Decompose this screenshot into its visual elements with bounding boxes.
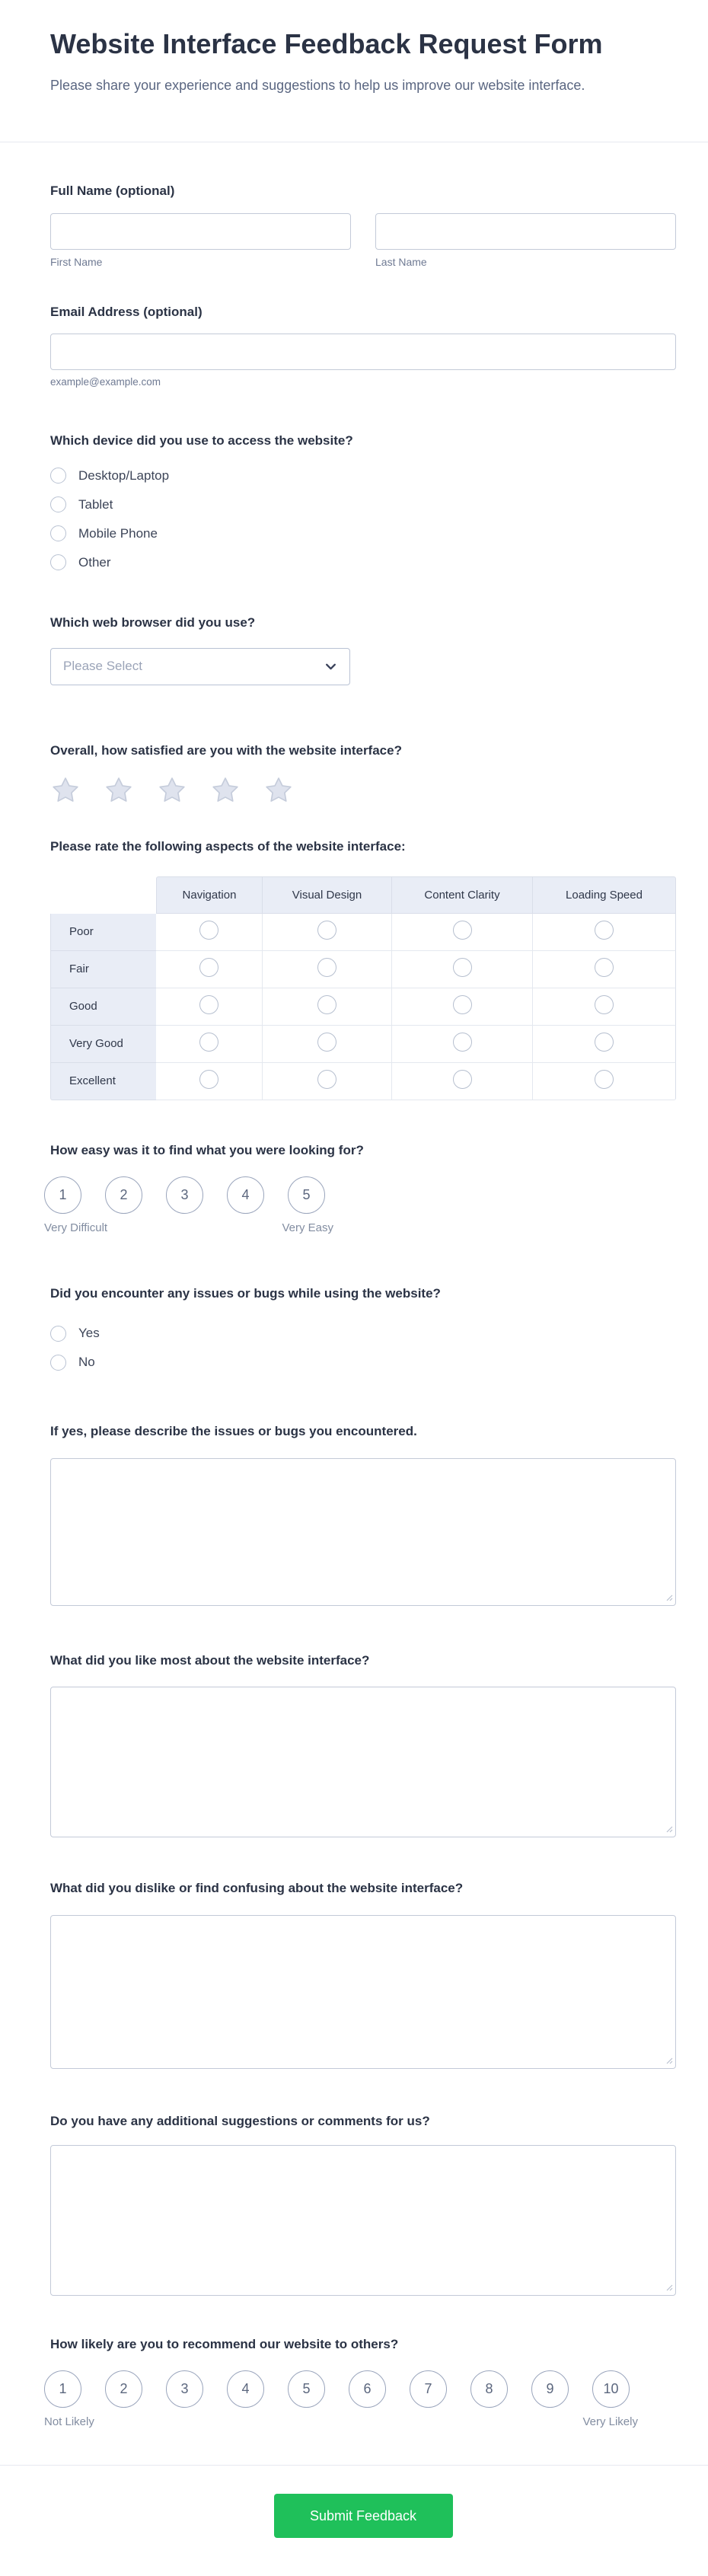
satisfaction-question-label: Overall, how satisfied are you with the website interface? — [50, 742, 402, 758]
first-name-sublabel: First Name — [50, 255, 103, 268]
radio-icon[interactable] — [595, 958, 614, 977]
row-header-excellent: Excellent — [50, 1063, 156, 1100]
scale-option-2[interactable]: 2 — [105, 2370, 142, 2408]
suggestions-textarea[interactable] — [50, 2145, 676, 2296]
scale-right-label: Very Easy — [282, 1221, 333, 1235]
radio-icon[interactable] — [50, 525, 66, 541]
submit-feedback-button[interactable]: Submit Feedback — [274, 2494, 453, 2538]
scale-option-5[interactable]: 5 — [288, 2370, 325, 2408]
browser-select-placeholder: Please Select — [63, 659, 142, 674]
device-option-other[interactable]: Other — [50, 548, 676, 577]
star-rating — [50, 775, 676, 806]
page-title: Website Interface Feedback Request Form — [50, 28, 603, 59]
row-header-fair: Fair — [50, 951, 156, 988]
radio-icon[interactable] — [453, 1070, 472, 1089]
first-name-input[interactable] — [50, 213, 351, 250]
radio-icon[interactable] — [317, 1033, 336, 1052]
radio-icon[interactable] — [199, 1033, 218, 1052]
radio-icon[interactable] — [317, 995, 336, 1014]
table-row — [50, 1026, 676, 1063]
device-option-tablet[interactable]: Tablet — [50, 490, 676, 519]
full-name-label: Full Name (optional) — [50, 183, 175, 198]
last-name-sublabel: Last Name — [375, 255, 427, 268]
liked-textarea[interactable] — [50, 1687, 676, 1837]
star-icon[interactable] — [210, 775, 241, 806]
table-row — [50, 951, 676, 988]
column-header-content-clarity: Content Clarity — [392, 876, 533, 914]
radio-icon[interactable] — [50, 1326, 66, 1342]
scale-option-3[interactable]: 3 — [166, 2370, 203, 2408]
star-icon[interactable] — [157, 775, 187, 806]
device-option-mobile[interactable]: Mobile Phone — [50, 519, 676, 548]
recommend-question-label: How likely are you to recommend our website to others? — [50, 2336, 399, 2351]
radio-icon[interactable] — [317, 1070, 336, 1089]
star-icon[interactable] — [263, 775, 294, 806]
radio-icon[interactable] — [317, 921, 336, 940]
bugs-options — [50, 1319, 676, 1377]
ease-scale — [44, 1176, 676, 1214]
radio-icon[interactable] — [595, 921, 614, 940]
radio-icon[interactable] — [595, 1070, 614, 1089]
scale-option-4[interactable]: 4 — [227, 2370, 264, 2408]
radio-icon[interactable] — [50, 468, 66, 484]
scale-left-label: Very Difficult — [44, 1221, 108, 1235]
scale-right-label: Very Likely — [582, 2415, 638, 2429]
bug-details-textarea[interactable] — [50, 1458, 676, 1606]
scale-option-9[interactable]: 9 — [531, 2370, 569, 2408]
bugs-option-no[interactable]: No — [50, 1348, 676, 1377]
scale-left-label: Not Likely — [44, 2415, 94, 2429]
email-label: Email Address (optional) — [50, 304, 203, 319]
device-option-desktop[interactable]: Desktop/Laptop — [50, 461, 676, 490]
column-header-navigation: Navigation — [156, 876, 263, 914]
radio-icon[interactable] — [50, 1355, 66, 1371]
scale-option-1[interactable]: 1 — [44, 1176, 81, 1214]
radio-icon[interactable] — [453, 995, 472, 1014]
recommend-scale — [44, 2370, 676, 2408]
scale-option-7[interactable]: 7 — [410, 2370, 447, 2408]
column-header-visual-design: Visual Design — [263, 876, 392, 914]
table-row — [50, 1063, 676, 1100]
page-subtitle: Please share your experience and suggestions to help us improve our website interface. — [50, 78, 585, 94]
email-input[interactable] — [50, 334, 676, 370]
footer-divider — [0, 2465, 708, 2466]
table-row — [50, 988, 676, 1026]
rating-table-label: Please rate the following aspects of the website interface: — [50, 839, 406, 854]
scale-option-4[interactable]: 4 — [227, 1176, 264, 1214]
suggestions-label: Do you have any additional suggestions or comments for us? — [50, 2114, 430, 2129]
column-header-loading-speed: Loading Speed — [533, 876, 676, 914]
row-header-very-good: Very Good — [50, 1026, 156, 1063]
radio-icon[interactable] — [595, 995, 614, 1014]
bug-details-label: If yes, please describe the issues or bugs you encountered. — [50, 1424, 417, 1439]
radio-icon[interactable] — [199, 921, 218, 940]
scale-option-2[interactable]: 2 — [105, 1176, 142, 1214]
disliked-textarea[interactable] — [50, 1915, 676, 2069]
chevron-down-icon — [324, 660, 337, 673]
radio-icon[interactable] — [50, 496, 66, 512]
browser-question-label: Which web browser did you use? — [50, 614, 256, 630]
last-name-input[interactable] — [375, 213, 676, 250]
star-icon[interactable] — [50, 775, 81, 806]
scale-option-8[interactable]: 8 — [470, 2370, 508, 2408]
radio-icon[interactable] — [50, 554, 66, 570]
bugs-question-label: Did you encounter any issues or bugs while using the website? — [50, 1286, 441, 1301]
radio-icon[interactable] — [317, 958, 336, 977]
device-options — [50, 461, 676, 577]
star-icon[interactable] — [104, 775, 134, 806]
browser-select[interactable] — [50, 648, 350, 685]
scale-option-1[interactable]: 1 — [44, 2370, 81, 2408]
radio-icon[interactable] — [199, 1070, 218, 1089]
scale-option-3[interactable]: 3 — [166, 1176, 203, 1214]
scale-option-10[interactable]: 10 — [592, 2370, 630, 2408]
radio-icon[interactable] — [453, 1033, 472, 1052]
ease-question-label: How easy was it to find what you were looking for? — [50, 1142, 364, 1157]
table-row — [50, 914, 676, 951]
bugs-option-yes[interactable]: Yes — [50, 1319, 676, 1348]
row-header-good: Good — [50, 988, 156, 1026]
table-corner-cell — [50, 876, 156, 914]
device-question-label: Which device did you use to access the website? — [50, 433, 353, 448]
radio-icon[interactable] — [453, 958, 472, 977]
email-sublabel: example@example.com — [50, 376, 161, 388]
row-header-poor: Poor — [50, 914, 156, 951]
scale-option-6[interactable]: 6 — [349, 2370, 386, 2408]
rating-table — [50, 876, 676, 1100]
radio-icon[interactable] — [199, 995, 218, 1014]
radio-icon[interactable] — [453, 921, 472, 940]
disliked-label: What did you dislike or find confusing about the website interface? — [50, 1881, 464, 1896]
radio-icon[interactable] — [595, 1033, 614, 1052]
scale-option-5[interactable]: 5 — [288, 1176, 325, 1214]
liked-label: What did you like most about the website interface? — [50, 1652, 370, 1668]
radio-icon[interactable] — [199, 958, 218, 977]
